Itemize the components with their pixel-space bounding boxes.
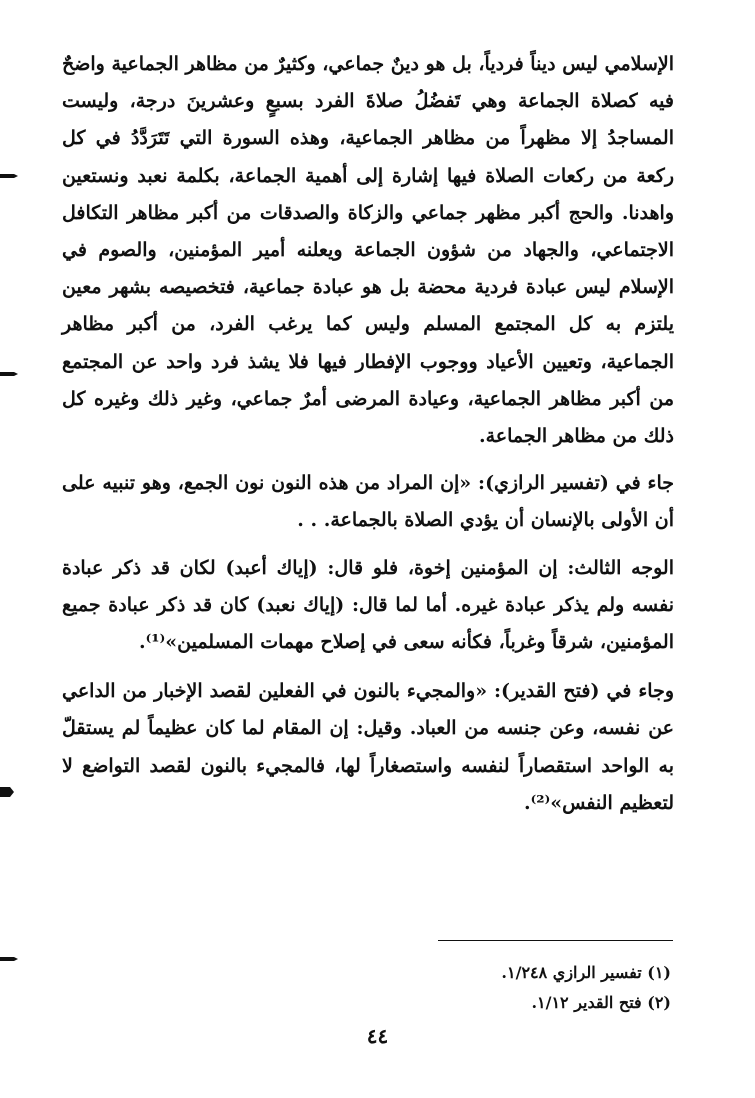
scan-edge-mark xyxy=(0,955,20,963)
scan-edge-mark xyxy=(0,785,20,793)
paragraph-third-aspect: الوجه الثالث: إن المؤمنين إخوة، فلو قال: (إياك أعبد) لكان قد ذكر عبادة نفسه ولم يذكر عبادة غيره. أما لما قال: (إياك نعبد) كان قد ذكر عبادة جميع المؤمنين، شرقاً وغرباً، فكأنه سعى في إصلاح مهمات المسلمين»⁽¹⁾. xyxy=(62,556,674,654)
scan-edge-mark xyxy=(0,370,20,378)
scan-edge-mark xyxy=(0,172,20,180)
paragraph-fath-al-qadir: وجاء في (فتح القدير): «والمجيء بالنون في الفعلين لقصد الإخبار من الداعي عن نفسه، وعن جنسه من العباد. وقيل: إن المقام لما كان عظيماً لم يستقلّ به الواحد استقصاراً لنفسه واستصغاراً لها، فالمجيء بالنون لقصد التواضع لا لتعظيم النفس»⁽²⁾. xyxy=(62,680,674,814)
page-number: ٤٤ xyxy=(366,1024,389,1048)
main-text xyxy=(62,46,674,822)
footnote-1: (١) تفسير الرازي ١/٢٤٨. xyxy=(501,963,671,982)
footnotes xyxy=(271,958,671,1018)
paragraph-islam-collective: الإسلامي ليس ديناً فردياً، بل هو دينٌ جماعي، وكثيرٌ من مظاهر الجماعية واضحٌ فيه كصلاة الجماعة وهي تَفضُلُ صلاةَ الفرد بسبعٍ وعشرينَ درجة، وليست المساجدُ إلا مظهراً من مظاهر الجماعية، وهذه السورة التي تَتَرَدَّدُ في كل ركعة من ركعات الصلاة فيها إشارة إلى أهمية الجماعة، بكلمة نعبد ونستعين واهدنا. والحج أكبر مظهر جماعي والزكاة والصدقات من أكبر مظاهر التكافل الاجتماعي، والجهاد من شؤون الجماعة ويعلنه أمير المؤمنين، والصوم في الإسلام ليس عبادة فردية محضة بل هو عبادة جماعية، فتخصيصه بشهر معين يلتزم به كل المجتمع المسلم وليس كما يرغب الفرد، من أكبر مظاهر الجماعية، وتعيين الأعياد ووجوب الإفطار فيها فلا يشذ فرد واحد عن المجتمع من أكبر مظاهر الجماعية، وعيادة المرضى أمرٌ جماعي، وغير ذلك وغيره كل ذلك من مظاهر الجماعة. xyxy=(62,53,674,448)
paragraph-razi-quote: جاء في (تفسير الرازي): «إن المراد من هذه النون نون الجمع، وهو تنبيه على أن الأولى بالإنسان أن يؤدي الصلاة بالجماعة. . . xyxy=(62,472,674,532)
footnote-divider xyxy=(438,940,673,941)
footnote-2: (٢) فتح القدير ١/١٢. xyxy=(531,993,671,1012)
